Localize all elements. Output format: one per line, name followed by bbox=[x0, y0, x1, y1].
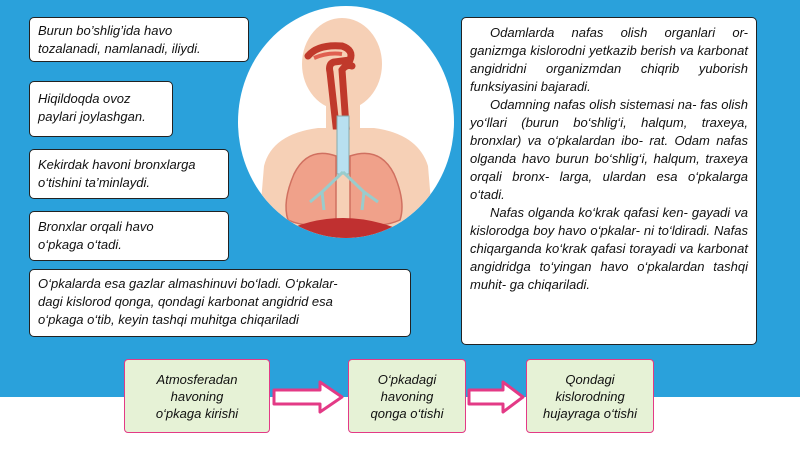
flow-step-blood-to-cells bbox=[526, 359, 654, 433]
flow-line: havoning bbox=[380, 388, 434, 404]
box-line: o‘pkaga o‘tib, keyin tashqi muhitga chiqariladi bbox=[38, 312, 299, 327]
box-line: Kekirdak havoni bronxlarga bbox=[38, 157, 196, 172]
flow-step-atmosphere-to-lungs bbox=[124, 359, 270, 433]
box-line: o‘tishini ta’minlaydi. bbox=[38, 175, 150, 190]
box-line: O‘pkalarda esa gazlar almashinuvi bo‘ladi. O‘pkalar- bbox=[38, 276, 338, 291]
flow-line: Atmosferadan bbox=[156, 371, 238, 387]
bronchi-box bbox=[29, 211, 229, 261]
flow-line: hujayraga o‘tishi bbox=[543, 405, 637, 421]
flow-line: O‘pkadagi bbox=[377, 371, 437, 387]
description-text-panel bbox=[461, 17, 757, 345]
larynx-box bbox=[29, 81, 173, 137]
lungs-gas-exchange-box bbox=[29, 269, 411, 337]
flow-line: o‘pkaga kirishi bbox=[155, 405, 239, 421]
box-line: dagi kislorod qonga, qondagi karbonat angidrid esa bbox=[38, 294, 333, 309]
flow-line: Qondagi bbox=[565, 371, 615, 387]
flow-line: kislorodning bbox=[555, 388, 625, 404]
flow-step-lungs-to-blood bbox=[348, 359, 466, 433]
box-line: tozalanadi, namlanadi, iliydi. bbox=[38, 41, 201, 56]
paragraph-3: Nafas olganda ko‘krak qafasi ken- gayadi va kislorodga boy havo o‘pkalar- ni to‘ldiradi. Nafas chiqarganda ko‘krak qafasi torayadi va karbonat angidridga to‘yingan havo o‘pkalardan tashqi muhit- ga chiqariladi. bbox=[470, 205, 748, 292]
arrow-right-icon bbox=[272, 380, 344, 414]
paragraph-2: Odamning nafas olish sistemasi na- fas olish yo‘llari (burun bo‘shlig‘i, halqum, traxeya, bronxlar) va o‘pkalardan ibo- rat. Odam nafas olganda havo burun bo‘shlig‘i, halqum, traxeya orqali bronx- larga, ulardan esa o‘pkalarga o‘tadi. bbox=[470, 97, 748, 202]
respiratory-system-drawing bbox=[238, 6, 454, 238]
box-line: Bronxlar orqali havo bbox=[38, 219, 154, 234]
arrow-right-icon bbox=[467, 380, 525, 414]
box-line: paylari joylashgan. bbox=[38, 109, 146, 124]
box-line: Burun bo’shlig’ida havo bbox=[38, 23, 173, 38]
nasal-cavity-box bbox=[29, 17, 249, 62]
trachea-box bbox=[29, 149, 229, 199]
paragraph-1: Odamlarda nafas olish organlari or- ganizmga kislorodni yetkazib berish va karbonat angidridni organizmdan chiqrib yuborish funksiyasini bajaradi. bbox=[470, 25, 748, 94]
box-line: Hiqildoqda ovoz bbox=[38, 91, 131, 106]
box-line: o‘pkaga o‘tadi. bbox=[38, 237, 122, 252]
flow-line: qonga o‘tishi bbox=[370, 405, 444, 421]
flow-line: havoning bbox=[170, 388, 224, 404]
respiratory-system-illustration bbox=[238, 6, 454, 238]
